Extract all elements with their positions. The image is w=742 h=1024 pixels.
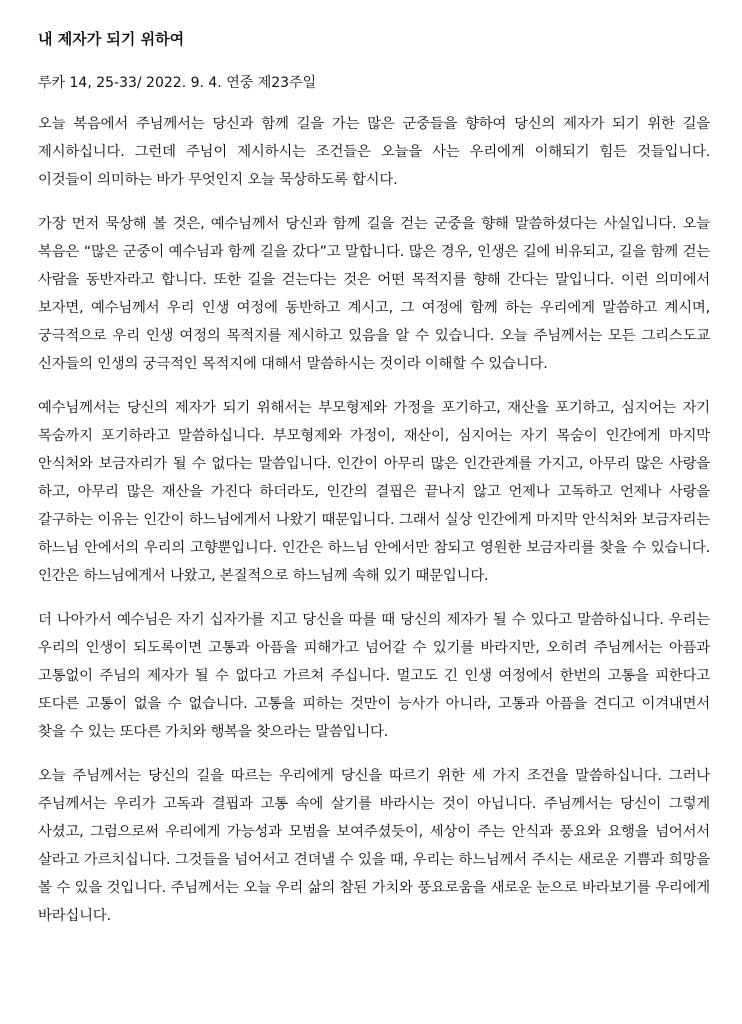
paragraph-5: 오늘 주님께서는 당신의 길을 따르는 우리에게 당신을 따르기 위한 세 가지 조건을 말씀하십니다. 그러나 주님께서는 우리가 고독과 결핍과 고통 속에 살기를 바라시는 것이 아닙니다. 주님께서는 당신이 그렇게 사셨고, 그럼으로써 우리에게 가능성과 모범을 보여주셨듯이, 세상이 주는 안식과 풍요와 요행을 넘어서서 살라고 가르치십니다. 그것들을 넘어서고 견뎌낼 수 있을 때, 우리는 하느님께서 주시는 새로운 기쁨과 희망을 볼 수 있을 것입니다. 주님께서는 오늘 우리 삶의 참된 가치와 풍요로움을 새로운 눈으로 바라보기를 우리에게 바라십니다. [38, 768, 710, 924]
scripture-reference: 루카 14, 25-33/ 2022. 9. 4. 연중 제23주일 [38, 75, 317, 91]
paragraph-4: 더 나아가서 예수님은 자기 십자가를 지고 당신을 따를 때 당신의 제자가 될 수 있다고 말씀하십니다. 우리는 우리의 인생이 되도록이면 고통과 아픔을 피해가고 넘어갈 수 있기를 바라지만, 오히려 주님께서는 아픔과 고통없이 주님의 제자가 될 수 없다고 가르쳐 주십니다. 멀고도 긴 인생 여정에서 한번의 고통을 피한다고 또다른 고통이 없을 수 없습니다. 고통을 피하는 것만이 능사가 아니라, 고통과 아픔을 견디고 이겨내면서 찾을 수 있는 또다른 가치와 행복을 찾으라는 말씀입니다. [38, 612, 710, 740]
paragraph-3: 예수님께서는 당신의 제자가 되기 위해서는 부모형제와 가정을 포기하고, 재산을 포기하고, 심지어는 자기 목숨까지 포기하라고 말씀하십니다. 부모형제와 가정이, 재산이, 심지어는 자기 목숨이 인간에게 마지막 안식처와 보금자리가 될 수 없다는 말씀입니다. 인간이 아무리 많은 인간관계를 가지고, 아무리 많은 사랑을 하고, 아무리 많은 재산을 가진다 하더라도, 인간의 결핍은 끝나지 않고 언제나 고독하고 언제나 사랑을 갈구하는 이유는 인간이 하느님에게서 나왔기 때문입니다. 그래서 실상 인간에게 마지막 안식처와 보금자리는 하느님 안에서의 우리의 고향뿐입니다. 인간은 하느님 안에서만 참되고 영원한 보금자리를 찾을 수 있습니다. 인간은 하느님에게서 나왔고, 본질적으로 하느님께 속해 있기 때문입니다. [38, 400, 710, 584]
paragraph-2: 가장 먼저 묵상해 볼 것은, 예수님께서 당신과 함께 길을 걷는 군중을 향해 말씀하셨다는 사실입니다. 오늘 복음은 “많은 군중이 예수님과 함께 길을 갔다”고 말합니다. 많은 경우, 인생은 길에 비유되고, 길을 함께 걷는 사람을 동반자라고 합니다. 또한 길을 걷는다는 것은 어떤 목적지를 향해 간다는 말입니다. 이런 의미에서 보자면, 예수님께서 우리 인생 여정에 동반하고 계시고, 그 여정에 함께 하는 우리에게 말씀하고 계시며, 궁극적으로 우리 인생 여정의 목적지를 제시하고 있음을 알 수 있습니다. 오늘 주님께서는 모든 그리스도교 신자들의 인생의 궁극적인 목적지에 대해서 말씀하시는 것이라 이해할 수 있습니다. [38, 216, 710, 372]
document-title: 내 제자가 되기 위하여 [38, 30, 185, 48]
paragraph-1: 오늘 복음에서 주님께서는 당신과 함께 길을 가는 많은 군중들을 향하여 당신의 제자가 되기 위한 길을 제시하십니다. 그런데 주님이 제시하시는 조건들은 오늘을 사는 우리에게 이해되기 힘든 것들입니다. 이것들이 의미하는 바가 무엇인지 오늘 묵상하도록 합시다. [38, 116, 710, 188]
document-page [38, 28, 710, 946]
